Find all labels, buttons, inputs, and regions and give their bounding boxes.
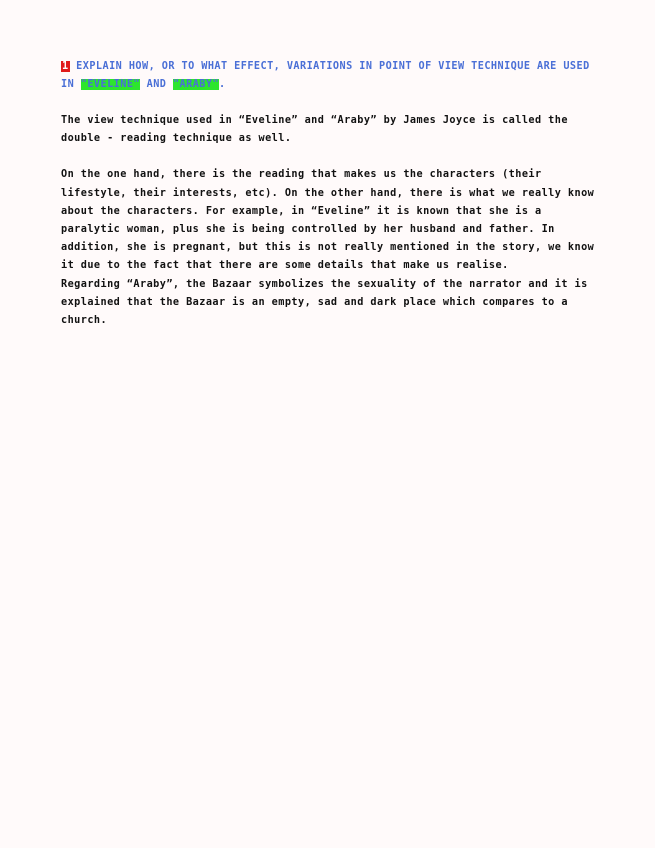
paragraph-araby: Regarding “Araby”, the Bazaar symbolizes the sexuality of the narrator and it is explained that the Bazaar is an empty, sad and dark place which compares to a church.	[61, 278, 588, 327]
highlight-eveline: "EVELINE"	[80, 79, 141, 90]
question-number: 1	[62, 61, 69, 72]
question-end: .	[219, 79, 226, 90]
question-and: AND	[140, 79, 173, 90]
question-heading	[61, 58, 601, 94]
paragraph-eveline: On the one hand, there is the reading that makes us the characters (their lifestyle, their interests, etc). On the other hand, there is what we really know about the characters. For example, in “Eveline” it is known that she is a paralytic woman, plus she is being controlled by her husband and father. In addition, she is pregnant, but this is not really mentioned in the story, we know it due to the fact that there are some details that make us realise.	[61, 169, 595, 272]
highlight-araby: "ARABY"	[172, 79, 220, 90]
question-text: EXPLAIN HOW, OR TO WHAT EFFECT, VARIATIONS IN POINT OF VIEW TECHNIQUE ARE USED IN	[61, 61, 590, 90]
document-page	[61, 58, 601, 330]
paragraph-intro: The view technique used in “Eveline” and “Araby” by James Joyce is called the double - reading technique as well.	[61, 115, 568, 145]
